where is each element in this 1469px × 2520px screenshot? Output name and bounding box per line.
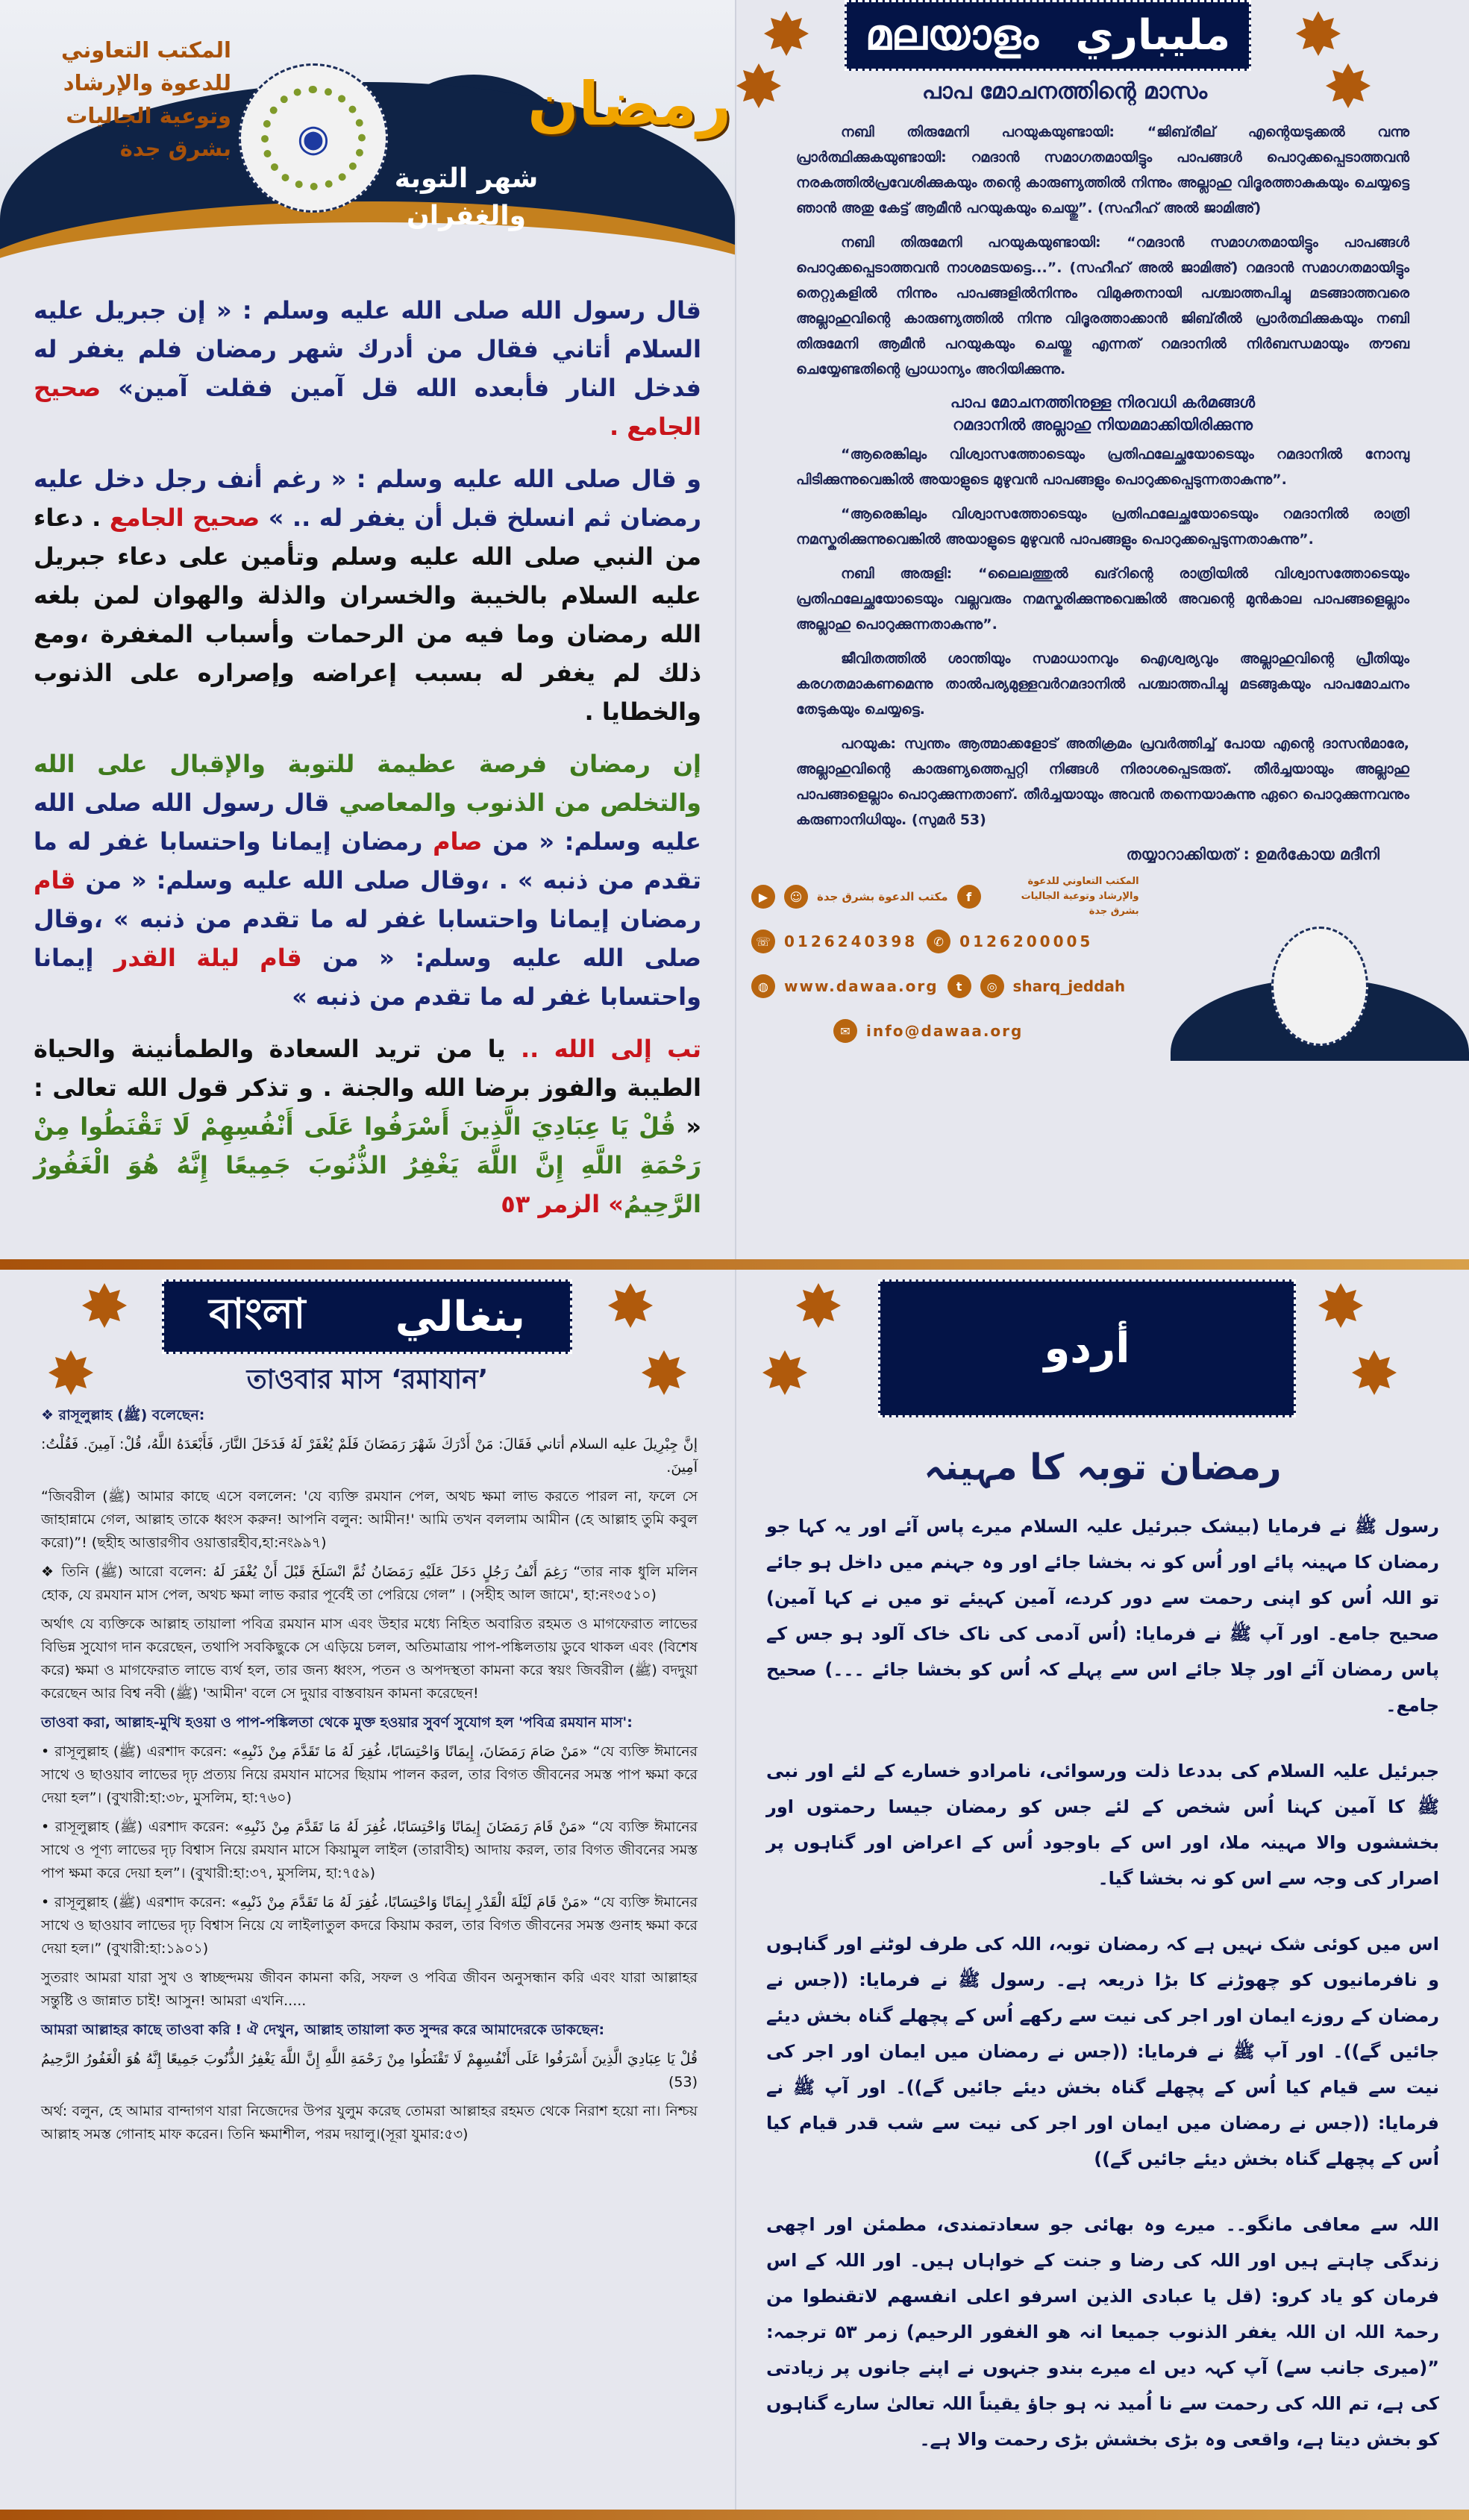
lantern-icon (1326, 63, 1371, 108)
section-divider (0, 1259, 1469, 1270)
urdu-header (736, 1270, 1469, 1441)
text-segment: صحيح الجامع (101, 504, 260, 532)
malayalam-header (736, 0, 1469, 112)
text-segment: قام (34, 866, 76, 894)
text-segment: . دعاء من النبي صلى الله عليه وسلم وتأمين على دعاء جبريل عليه السلام بالخيبة والخسران والذلة والهوان لمن بلغه الله رمضان وما فيه من الرحمات وأسباب المغفرة ،ومع ذلك لم يغفر له بسبب إعراضه وإصراره على الذنوب والخطايا . (34, 504, 701, 726)
malayalam-body: നബി തിരുമേനി പറയുകയുണ്ടായി: “ജിബ്‌രീല് എന്റെയടുക്കൽ വന്നു പ്രാർത്ഥിക്കുകയുണ്ടായി: റമദാൻ സമാഗതമായിട്ടും പാപങ്ങൾ പൊറുക്കപ്പെടാത്തവൻ നരകത്തിൽപ്രവേശിക്കുകയും തന്റെ കാരുണ്യത്തിൽ നിന്നും അല്ലാഹു വിദൂരത്താകുകയും ചെയ്യട്ടെ ഞാൻ അതു കേട്ട് ആമീൻ പറയുകയും ചെയ്തു”. (സഹീഹ് അൽ ജാമിഅ്) നബി തിരുമേനി പറയുകയുണ്ടായി: “റമദാൻ സമാഗതമായിട്ടും പാപങ്ങൾ പൊറുക്കപ്പെടാത്തവൻ നാശമടയട്ടെ...”. (സഹീഹ് അൽ ജാമിഅ്) റമദാൻ സമാഗതമായിട്ടും തെറ്റുകളിൽ നിന്നും പാപങ്ങളിൽനിന്നും വിമുക്തനായി പശ്ചാത്തപിച്ചു മടങ്ങാത്തവരെ അല്ലാഹുവിന്റെ കാരുണ്യത്തിൽ നിന്നു വിദൂരത്താക്കാൻ ജിബ്‌രീൽ പ്രാർത്ഥിക്കുകയും നബി തിരുമേനി ആമീൻ പറയുകയും ചെയ്തു എന്നത് റമദാനിൽ നിർബന്ധമായും തൗബ ചെയ്യേണ്ടതിന്റെ പ്രാധാന്യം അറിയിക്കുന്നു. പാപ മോചനത്തിനുള്ള നിരവധി കർമങ്ങൾ റമദാനിൽ അല്ലാഹു നിയമമാക്കിയിരിക്കുന്നു “ആരെങ്കിലും വിശ്വാസത്തോടെയും പ്രതിഫലേച്ഛയോടെയും റമദാനിൽ നോമ്പു പിടിക്കുന്നുവെങ്കിൽ അയാളുടെ മുഴുവൻ പാപങ്ങളും പൊറുക്കപ്പെടുന്നതാകുന്നു”. “ആരെങ്കിലും വിശ്വാസത്തോടെയും പ്രതിഫലേച്ഛയോടെയും റമദാനിൽ രാത്രി നമസ്കരിക്കുന്നുവെങ്കിൽ അയാളുടെ മുഴുവൻ പാപങ്ങളും പൊറുക്കപ്പെടുന്നതാകുന്നു”. നബി അരുളി: “ലൈലത്തുൽ ഖദ്‌റിന്റെ രാത്രിയിൽ വിശ്വാസത്തോടെയും പ്രതിഫലേച്ഛയോടെയും വല്ലവരും നമസ്കരിക്കുന്നുവെങ്കിൽ അവന്റെ മുൻകാല പാപങ്ങളെല്ലാം അല്ലാഹു പൊറുക്കുന്നതാകുന്നു”. ജീവിതത്തിൽ ശാന്തിയും സമാധാനവും ഐശ്വര്യവും അല്ലാഹുവിന്റെ പ്രീതിയും കരഗതമാകണമെന്നു താൽപര്യമുള്ളവർറമദാനിൽ പശ്ചാത്തപിച്ചു മടങ്ങുകയും പാപമോചനം തേടുകയും ചെയ്യട്ടെ. പറയുക: സ്വന്തം ആത്മാക്കളോട് അതിക്രമം പ്രവർത്തിച്ച് പോയ എന്റെ ദാസൻമാരേ, അല്ലാഹുവിന്റെ കാരുണ്യത്തെപ്പറ്റി നിങ്ങൾ നിരാശപ്പെടരുത്. തീർച്ചയായും അല്ലാഹു പാപങ്ങളെല്ലാം പൊറുക്കുന്നതാണ്. തീർച്ചയായും അവൻ തന്നെയാകുന്നു ഏറെ പൊറുക്കുന്നവനും കരുണാനിധിയും. (സുമർ 53) തയ്യാറാക്കിയത് : ഉമർകോയ മദീനി (736, 112, 1469, 867)
lantern-icon (764, 11, 809, 56)
text-segment: قال رسول الله صلى الله عليه وسلم: « من (34, 789, 701, 856)
lantern-icon (1318, 1283, 1363, 1328)
bengali-title: তাওবার মাস ‘রমাযান’ (246, 1364, 489, 1395)
facebook-icon[interactable]: f (957, 885, 981, 909)
lantern-icon (642, 1350, 686, 1395)
globe-icon: ◍ (751, 974, 775, 998)
organization-logo (239, 63, 388, 213)
language-label-urdu: أردو (878, 1279, 1296, 1417)
globe-icon: ◉ (261, 86, 366, 190)
whatsapp-number[interactable]: 0126200005 (959, 933, 1094, 950)
text-segment: قال رسول الله صلى الله عليه وسلم : « إن جبريل عليه السلام أتاني فقال من أدرك شهر رمضان فلم يغفر له فدخل النار فأبعده الله قل آمين فقلت آمين» (34, 296, 701, 402)
text-segment: رمضان إيمانا واحتسابا غفر له ما تقدم من ذنبه » . ،وقال صلى الله عليه وسلم: « من (34, 827, 701, 894)
ramadan-calligraphy-logo: رمضان (527, 69, 731, 139)
malayalam-subtitle: പാപ മോചനത്തിനുള്ള നിരവധി കർമങ്ങൾ റമദാനിൽ അല്ലാഹു നിയമമാക്കിയിരിക്കുന്നു (950, 393, 1256, 433)
lantern-icon (1296, 11, 1341, 56)
bengali-header (0, 1270, 735, 1397)
text-segment: صام (433, 827, 483, 856)
organization-logo (1271, 927, 1368, 1046)
text-segment: قُلْ يَا عِبَادِيَ الَّذِينَ أَسْرَفُوا عَلَى أَنْفُسِهِمْ لَا تَقْنَطُوا مِنْ رَحْمَةِ اللَّهِ إِنَّ اللَّهَ يَغْفِرُ الذُّنُوبَ جَمِيعًا إِنَّهُ هُوَ الْغَفُورُ الرَّحِيمُ (34, 1112, 701, 1218)
bengali-body: ❖ রাসূলুল্লাহ (ﷺ) বলেছেন: إنَّ جِبْرِيلَ عليه السلام أتاني فَقَالَ: مَنْ أَدْرَكَ شَهْرَ رَمَضَانَ فَلَمْ يُغْفَرْ لَهُ فَدَخَلَ النَّارَ، فَأَبْعَدَهُ اللَّهُ، قُلْ: آمِينَ. فَقُلْتُ: آمِينَ. “জিবরীল (ﷺ) আমার কাছে এসে বললেন: 'যে ব্যক্তি রমযান পেল, অথচ ক্ষমা লাভ করতে পারল না, ফলে সে জাহান্নামে গেল, আল্লাহ তাকে ধ্বংস করুন! আপনি বলুন: আমীন!' আমি তখন বললাম আমীন (হে আল্লাহ তুমি কবুল করো)”! (ছহীহ আত্তারগীব ওয়াত্তারহীব,হা:নং৯৯৭) ❖ তিনি (ﷺ) আরো বলেন: رَغِمَ أَنْفُ رَجُلٍ دَخَلَ عَلَيْهِ رَمَضَانُ ثُمَّ انْسَلَخَ قَبْلَ أَنْ يُغْفَرَ لَهُ “তার নাক ধুলি মলিন হোক, যে রমযান মাস পেল, অথচ ক্ষমা লাভ করার পূর্বেই তা পেরিয়ে গেল” । (সহীহ আল জামে', হা:নং৩৫১০) অর্থাৎ যে ব্যক্তিকে আল্লাহ তায়ালা পবিত্র রমযান মাস এবং উহার মধ্যে নিহিত অবারিত রহমত ও মাগফেরাত লাভের বিভিন্ন সুযোগ দান করেছেন, তথাপি সবকিছুকে সে এড়িয়ে চলল, অতিমাত্রায় পাপ-পঙ্কিলতায় ডুবে থাকল এবং (বিশেষ করে) ক্ষমা ও মাগফেরাত লাভে ব্যর্থ হল, তার জন্য ধ্বংস, পতন ও অপদস্থতা কামনা করে স্বয়ং জিবরীল (ﷺ) বদদুয়া করেছেন আর বিশ্ব নবী (ﷺ) 'আমীন' বলে সে দুয়ার বাস্তবায়ন কামনা করেছেন! তাওবা করা, আল্লাহ-মুখি হওয়া ও পাপ-পঙ্কিলতা থেকে মুক্ত হওয়ার সুবর্ণ সুযোগ হল 'পবিত্র রমযান মাস': • রাসূলুল্লাহ (ﷺ) এরশাদ করেন: «مَنْ صَامَ رَمَضَانَ، إِيمَانًا وَاحْتِسَابًا، غُفِرَ لَهُ مَا تَقَدَّمَ مِنْ ذَنْبِهِ» “যে ব্যক্তি ঈমানের সাথে ও ছাওয়াব লাভের দৃঢ় প্রত্যয় নিয়ে রমযান মাসের ছিয়াম পালন করল, তার বিগত জীবনের সমস্ত পাপ ক্ষমা করে দেয়া হল”। (বুখারী:হা:৩৮, মুসলিম, হা:৭৬০) • রাসূলুল্লাহ (ﷺ) এরশাদ করেন: «مَنْ قَامَ رَمَضَانَ إِيمَانًا وَاحْتِسَابًا، غُفِرَ لَهُ مَا تَقَدَّمَ مِنْ ذَنْبِهِ» “যে ব্যক্তি ঈমানের সাথে ও পূণ্য লাভের দৃঢ় বিশ্বাস নিয়ে রমযান মাসে কিয়ামুল লাইল (তারাবীহ) আদায় করল, তার বিগত জীবনের সমস্ত পাপ ক্ষমা করে দেয়া হল”। (বুখারী:হা:৩৭, মুসলিম, হা:৭৫৯) • রাসূলুল্লাহ (ﷺ) এরশাদ করেন: «مَنْ قَامَ لَيْلَةَ الْقَدْرِ إِيمَانًا وَاحْتِسَابًا، غُفِرَ لَهُ مَا تَقَدَّمَ مِنْ ذَنْبِهِ» “যে ব্যক্তি ঈমানের সাথে ও ছাওয়াব লাভের দৃঢ় বিশ্বাস নিয়ে যে লাইলাতুল কদরে কিয়াম করল, তার বিগত জীবনের সমস্ত গুনাহ ক্ষমা করে দেয়া হল।” (বুখারী:হা:১৯০১) সুতরাং আমরা যারা সুখ ও স্বাচ্ছন্দময় জীবন কামনা করি, সফল ও পবিত্র জীবন অনুসন্ধান করি এবং যারা আল্লাহর সন্তুষ্টি ও জান্নাত চাই! আসুন! আমরা এখনি..... আমরা আল্লাহর কাছে তাওবা করি ! ঐ দেখুন, আল্লাহ তায়ালা কত সুন্দর করে আমাদেরকে ডাকছেন: قُلْ يَا عِبَادِيَ الَّذِينَ أَسْرَفُوا عَلَى أَنْفُسِهِمْ لَا تَقْنَطُوا مِنْ رَحْمَةِ اللَّهِ إِنَّ اللَّهَ يَغْفِرُ الذُّنُوبَ جَمِيعًا إِنَّهُ هُوَ الْغَفُورُ الرَّحِيمُ (53) অর্থ: বলুন, হে আমার বান্দাগণ যারা নিজেদের উপর যুলুম করেছ তোমরা আল্লাহর রহমত থেকে নিরাশ হয়ো না। নিশ্চয় আল্লাহ সমস্ত গোনাহ মাফ করেন। তিনি ক্ষমাশীল, পরম দয়ালু।(সূরা যুমার:৫৩) (41, 1407, 698, 2143)
youtube-icon[interactable]: ▶ (751, 885, 775, 909)
bengali-column (0, 1270, 735, 2510)
slogan: شهر التوبة والغفران (394, 163, 539, 231)
twitter-icon[interactable]: t (948, 974, 971, 998)
text-segment: و قال صلى الله عليه وسلم : « رغم أنف رجل دخل عليه رمضان ثم انسلخ قبل أن يغفر له .. » (34, 465, 701, 532)
language-label-malayalam (845, 0, 1251, 71)
footer-mosque (1171, 912, 1469, 1061)
author-credit: തയ്യാറാക്കിയത് : ഉമർകോയ മദീനി (1126, 845, 1379, 863)
text-segment: يا من تريد السعادة والطمأنينة والحياة الطيبة والفوز برضا الله والجنة . و تذكر قول الله تعالى : « (34, 1035, 702, 1141)
malayalam-title: പാപ മോചനത്തിന്റെ മാസം (921, 78, 1208, 104)
email-link[interactable]: info@dawaa.org (866, 1022, 1024, 1040)
bottom-border (0, 2510, 1469, 2520)
urdu-column (735, 1270, 1469, 2510)
lantern-icon (1352, 1350, 1397, 1395)
arabic-column (0, 0, 735, 1259)
malayalam-column (735, 0, 1469, 1259)
snapchat-icon[interactable]: ☺ (784, 885, 808, 909)
urdu-title: رمضان توبہ کا مہینہ (924, 1447, 1282, 1488)
arabic-paragraph (34, 460, 701, 731)
arabic-body-text (0, 283, 735, 1259)
arabic-header-banner (0, 0, 735, 283)
urdu-body: رسول ﷺ نے فرمایا (بیشک جبرئیل علیہ السلام میرے پاس آئے اور یہ کہا جو رمضان کا مہینہ پائے اور اُس کو نہ بخشا جائے اور وہ جہنم میں داخل ہو جائے تو اللہ اُس کو اپنی رحمت سے دور کردے، آمین کہیئے تو میں نے کہا آمین) صحیح جامع۔ اور آپ ﷺ نے فرمایا: (اُس آدمی کی ناک خاک آلود ہو جس کے پاس رمضان آئے اور چلا جائے اس سے پہلے کہ اُس کو بخشا جائے ۔۔۔) صحیح جامع۔ جبرئیل علیہ السلام کی بددعا ذلت ورسوائی، نامرادو خسارے کے لئے اور نبی ﷺ کا آمین کہنا اُس شخص کے لئے جس کو رمضان جیسا رحمتوں اور بخششوں والا مہینہ ملا، اور اس کے باوجود اُس کے اعراض اور گناہوں پر اصرار کی وجہ سے اس کو نہ بخشا گیا۔ اس میں کوئی شک نہیں ہے کہ رمضان توبہ، اللہ کی طرف لوٹنے اور گناہوں و نافرمانیوں کو چھوڑنے کا بڑا ذریعہ ہے۔ رسول ﷺ نے فرمایا: ((جس نے رمضان کے روزے ایمان اور اجر کی نیت سے رکھے اُس کے پچھلے گناہ بخش دیئے جائیں گے))۔ اور آپ ﷺ نے فرمایا: ((جس نے رمضان میں ایمان اور اجر کی نیت سے قیام کیا اُس کے پچھلے گناہ بخش دیئے جائیں گے))۔ اور آپ ﷺ نے فرمایا: ((جس نے رمضان میں ایمان اور اجر کی نیت سے شب قدر قیام کیا اُس کے پچھلے گناہ بخش دیئے جائیں گے)) اللہ سے معافی مانگو۔۔ میرے وہ بھائی جو سعادتمندی، مطمئن اور اچھی زندگی چاہتے ہیں اور اللہ کی رضا و جنت کے خواہاں ہیں۔ اور اللہ کے اس فرمان کو یاد کرو: (قل یا عبادی الذین اسرفو اعلی انفسھم لاتقنطوا من رحمۃ اللہ ان اللہ یغفر الذنوب جمیعا انہ ھو الغفور الرحیم) زمر ۵۳ ترجمہ: ”(میری جانب سے) آپ کہہ دیں اے میرے بندو جنہوں نے اپنے جانوں پر زیادتی کی ہے، تم اللہ کی رحمت سے نا اُمید نہ ہو جاؤ یقیناً اللہ تعالیٰ سارے گناہوں کو بخش دیتا ہے، واقعی وہ بڑی بخشش بڑی رحمت والا ہے۔ (766, 1516, 1439, 2450)
lantern-icon (762, 1350, 807, 1395)
arabic-paragraph (34, 291, 701, 446)
lantern-icon (48, 1350, 93, 1395)
bottom-section (0, 1270, 1469, 2510)
text-segment: » الزمر ٥٣ (501, 1190, 624, 1218)
text-segment: إن رمضان فرصة عظيمة للتوبة والإقبال على الله والتخلص من الذنوب والمعاصي (34, 750, 702, 817)
instagram-icon[interactable]: ◎ (980, 974, 1004, 998)
text-segment: إيمانا واحتسابا غفر له ما تقدم من ذنبه » (34, 944, 701, 1011)
arabic-paragraph (34, 1029, 701, 1223)
website-link[interactable]: www.dawaa.org (784, 977, 939, 995)
lantern-icon (736, 63, 781, 108)
email-icon: ✉ (833, 1019, 857, 1043)
top-section (0, 0, 1469, 1259)
whatsapp-icon: ✆ (927, 930, 950, 953)
text-segment: تب إلى الله .. (505, 1035, 702, 1063)
text-segment: رمضان إيمانا واحتسابا غفر له ما تقدم من ذنبه » ،وقال صلى الله عليه وسلم: « من (34, 905, 702, 972)
organization-name: المكتب التعاوني للدعوة والإرشاد وتوعية الجاليات بشرق جدة (61, 37, 231, 161)
arabic-paragraph (34, 745, 701, 1016)
footer (736, 867, 1469, 1061)
lantern-icon (608, 1283, 653, 1328)
contact-info: ▶ ☺ مكتب الدعوة بشرق جدة f المكتب التعاوني للدعوة والإرشاد وتوعية الجاليات بشرق جدة ☏ 0126240398 ✆ 0126200005 ◍ www.dawaa.org t ◎ sharq_jeddah ✉ info@dawaa.org (751, 874, 1169, 1061)
text-segment: قام ليلة القدر (113, 944, 302, 972)
fax-number[interactable]: 0126240398 (784, 933, 918, 950)
language-arabic-name: مليباري (1075, 11, 1231, 60)
fax-icon: ☏ (751, 930, 775, 953)
lantern-icon (796, 1283, 841, 1328)
lantern-icon (82, 1283, 127, 1328)
social-handle[interactable]: sharq_jeddah (1012, 977, 1126, 995)
language-native-name: മലയാളം (865, 10, 1039, 60)
language-label-bengali: বাংলা بنغالي (162, 1279, 572, 1354)
text-segment: صحيح الجامع . (34, 374, 701, 441)
